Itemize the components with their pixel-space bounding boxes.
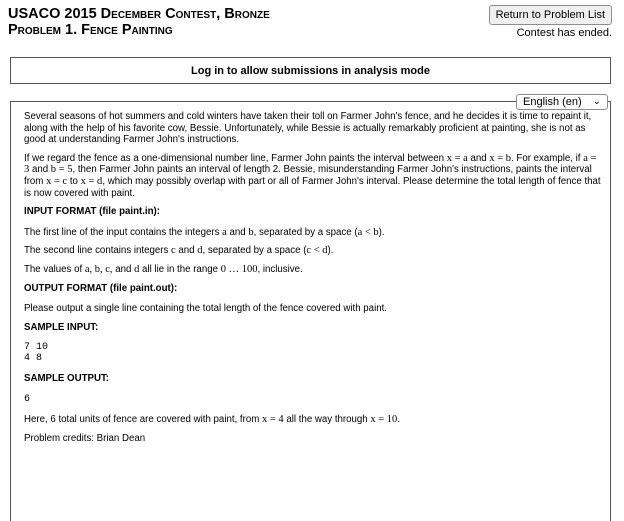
input-line-1: The first line of the input contains the integers a and b, separated by a space (a < b). (24, 226, 385, 238)
contest-title: USACO 2015 December Contest, Bronze (8, 6, 270, 22)
input-line-2: The second line contains integers c and d, separated by a space (c < d). (24, 245, 334, 257)
output-description: Please output a single line containing the total length of the fence covered with paint. (24, 303, 387, 315)
sample-input-heading: SAMPLE INPUT: (24, 321, 99, 333)
problem-credits: Problem credits: Brian Dean (24, 432, 146, 444)
sample-output: 6 (24, 393, 31, 405)
language-select[interactable] (516, 94, 608, 110)
input-range: The values of a, b, c, and d all lie in the range 0 … 100, inclusive. (24, 263, 303, 275)
problem-intro: Several seasons of hot summers and cold winters have taken their toll on Farmer John's fence, and he decides it is time to repaint it, along with the help of his favorite cow, Bessie. Unfortunately, while Bessie is actually remarkably proficient at painting, she is not as good at understanding Farmer John's instructions. (24, 111, 592, 146)
chevron-down-icon: ⌄ (592, 96, 601, 107)
problem-description: If we regard the fence as a one-dimensional number line, Farmer John paints the interval between x = a and x = b. For example, if a = 3 and b = 5, then Farmer John paints an interval of length 2. Bessie, misunderstanding Farmer John's instructions, paints the interval from x = c to x = d, which may possibly overlap with part or all of Farmer John's interval. Please determine the total length of fence that is now covered with paint. (24, 152, 601, 199)
contest-status: Contest has ended. (516, 27, 612, 39)
return-to-problem-list-button[interactable]: Return to Problem List (489, 5, 612, 25)
login-banner: Log in to allow submissions in analysis mode (10, 57, 611, 84)
output-format-heading: OUTPUT FORMAT (file paint.out): (24, 282, 178, 294)
language-select-value: English (en) (523, 96, 582, 108)
sample-output-heading: SAMPLE OUTPUT: (24, 373, 110, 385)
problem-title: Problem 1. Fence Painting (8, 22, 173, 38)
sample-explanation: Here, 6 total units of fence are covered with paint, from x = 4 all the way through x = 10. (24, 413, 401, 425)
page-title (8, 6, 270, 38)
problem-statement (10, 96, 611, 521)
input-format-heading: INPUT FORMAT (file paint.in): (24, 206, 160, 218)
sample-input: 7 10 4 8 (24, 342, 49, 365)
